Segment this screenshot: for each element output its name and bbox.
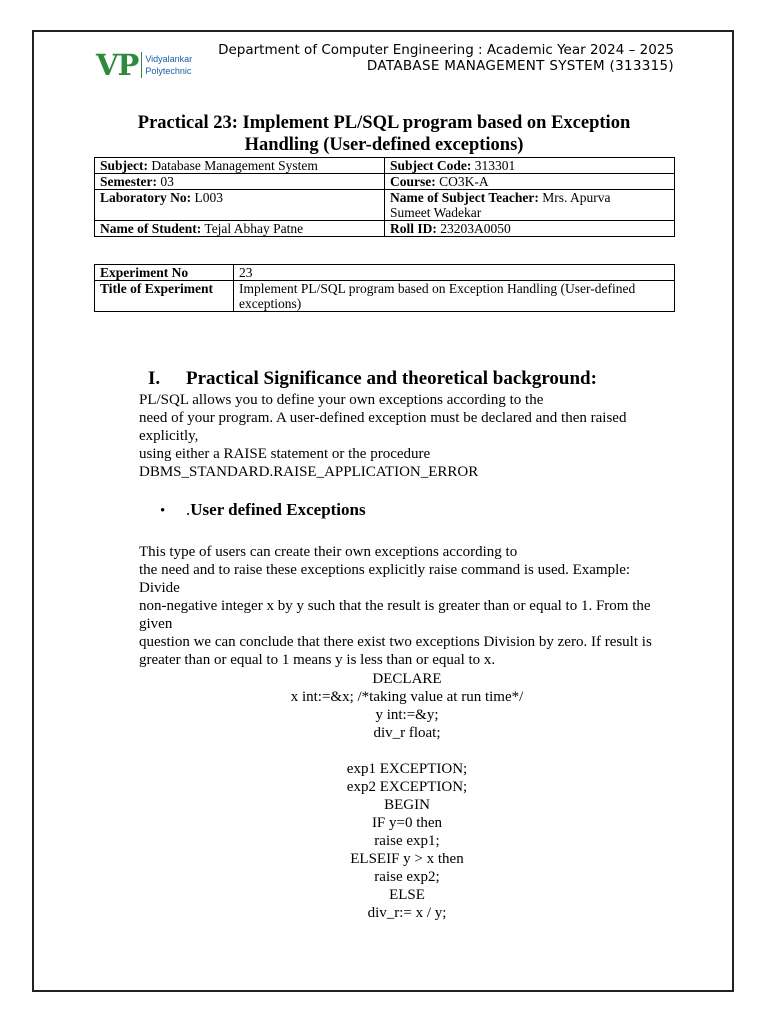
code-line: DECLARE (372, 671, 442, 687)
title-line-2: Handling (User-defined exceptions) (244, 135, 524, 155)
teacher-label: Name of Subject Teacher: (390, 190, 539, 205)
exp-no-value: 23 (239, 265, 253, 280)
logo-initials: VP (96, 48, 139, 82)
code-line (139, 742, 675, 760)
exp-no-value-cell (234, 265, 675, 281)
logo-name-2: Polytechnic (145, 66, 192, 76)
text-line: given (139, 616, 173, 632)
lab-cell (95, 190, 385, 221)
text-line: greater than or equal to 1 means y is less than or equal to x. (139, 652, 496, 668)
exp-title-value-1: Implement PL/SQL program based on Exception Handling (User-defined (239, 281, 636, 296)
bullet-item (160, 500, 366, 520)
semester-cell (95, 174, 385, 190)
body-paragraph (139, 543, 679, 669)
table-row (95, 221, 675, 237)
practical-title (94, 112, 674, 156)
code-line: IF y=0 then (371, 815, 443, 831)
subject-value: Database Management System (151, 158, 318, 173)
course-value: CO3K-A (439, 174, 489, 189)
department-line: Department of Computer Engineering : Academic Year 2024 – 2025 (218, 42, 674, 58)
roll-value: 23203A0050 (440, 221, 511, 236)
text-line: the need and to raise these exceptions explicitly raise command is used. Example: (139, 562, 631, 578)
text-line: PL/SQL allows you to define your own exceptions according to the (139, 392, 544, 408)
bullet-dot: • (160, 503, 166, 519)
subject-code-cell (385, 158, 675, 174)
bullet-prefix: . (186, 500, 191, 519)
text-line: explicitly, (139, 428, 199, 444)
table-row (95, 281, 675, 312)
table-row (95, 174, 675, 190)
exp-no-label-cell (95, 265, 234, 281)
code-line: div_r float; (373, 725, 441, 741)
exp-title-value-2: exceptions) (239, 296, 302, 311)
teacher-cell (385, 190, 675, 221)
text-line: Divide (139, 580, 180, 596)
code-line: ELSEIF y > x then (350, 851, 464, 867)
course-cell (385, 174, 675, 190)
code-line: ELSE (389, 887, 425, 903)
table-row (95, 158, 675, 174)
teacher-value-2: Sumeet Wadekar (390, 205, 482, 220)
logo-divider (141, 52, 142, 78)
code-line: exp1 EXCEPTION; (346, 761, 468, 777)
section-heading-text: Practical Significance and theoretical background: (186, 368, 597, 389)
code-block (139, 670, 675, 922)
code-line: BEGIN (384, 797, 430, 813)
subject-cell (95, 158, 385, 174)
exp-title-label: Title of Experiment (100, 281, 213, 296)
roll-label: Roll ID: (390, 221, 437, 236)
student-label: Name of Student: (100, 221, 202, 236)
roll-cell (385, 221, 675, 237)
code-line: y int:=&y; (375, 707, 439, 723)
exp-no-label: Experiment No (100, 265, 189, 280)
bullet-text: User defined Exceptions (190, 500, 366, 519)
exp-title-value-cell (234, 281, 675, 312)
section-heading (148, 368, 597, 390)
semester-label: Semester: (100, 174, 157, 189)
text-line: non-negative integer x by y such that the result is greater than or equal to 1. From the (139, 598, 651, 614)
student-value: Tejal Abhay Patne (204, 221, 304, 236)
course-label: Course: (390, 174, 436, 189)
text-line: question we can conclude that there exist two exceptions Division by zero. If result is (139, 634, 652, 650)
intro-paragraph (139, 391, 679, 481)
text-line: using either a RAISE statement or the procedure (139, 446, 431, 462)
lab-label: Laboratory No: (100, 190, 192, 205)
subject-code-label: Subject Code: (390, 158, 472, 173)
subject-code-value: 313301 (474, 158, 516, 173)
logo-name-1: Vidyalankar (145, 54, 193, 64)
code-line: raise exp1; (374, 833, 440, 849)
table-row (95, 265, 675, 281)
code-line: raise exp2; (374, 869, 440, 885)
text-line: This type of users can create their own exceptions according to (139, 544, 518, 560)
course-line: DATABASE MANAGEMENT SYSTEM (313315) (366, 58, 674, 74)
subject-label: Subject: (100, 158, 148, 173)
text-line: need of your program. A user-defined exception must be declared and then raised (139, 410, 627, 426)
lab-value: L003 (194, 190, 223, 205)
semester-value: 03 (160, 174, 174, 189)
teacher-value: Mrs. Apurva (542, 190, 611, 205)
experiment-table (94, 264, 675, 312)
logo-text (145, 53, 192, 77)
code-line: exp2 EXCEPTION; (346, 779, 468, 795)
text-line: DBMS_STANDARD.RAISE_APPLICATION_ERROR (139, 464, 479, 480)
exp-title-label-cell (95, 281, 234, 312)
code-line: div_r:= x / y; (367, 905, 447, 921)
institute-logo (96, 50, 192, 80)
title-line-1: Practical 23: Implement PL/SQL program based on Exception (137, 113, 631, 133)
student-info-table (94, 157, 675, 237)
code-line: x int:=&x; /*taking value at run time*/ (290, 689, 524, 705)
table-row (95, 190, 675, 221)
section-number: I. (148, 368, 161, 389)
student-cell (95, 221, 385, 237)
